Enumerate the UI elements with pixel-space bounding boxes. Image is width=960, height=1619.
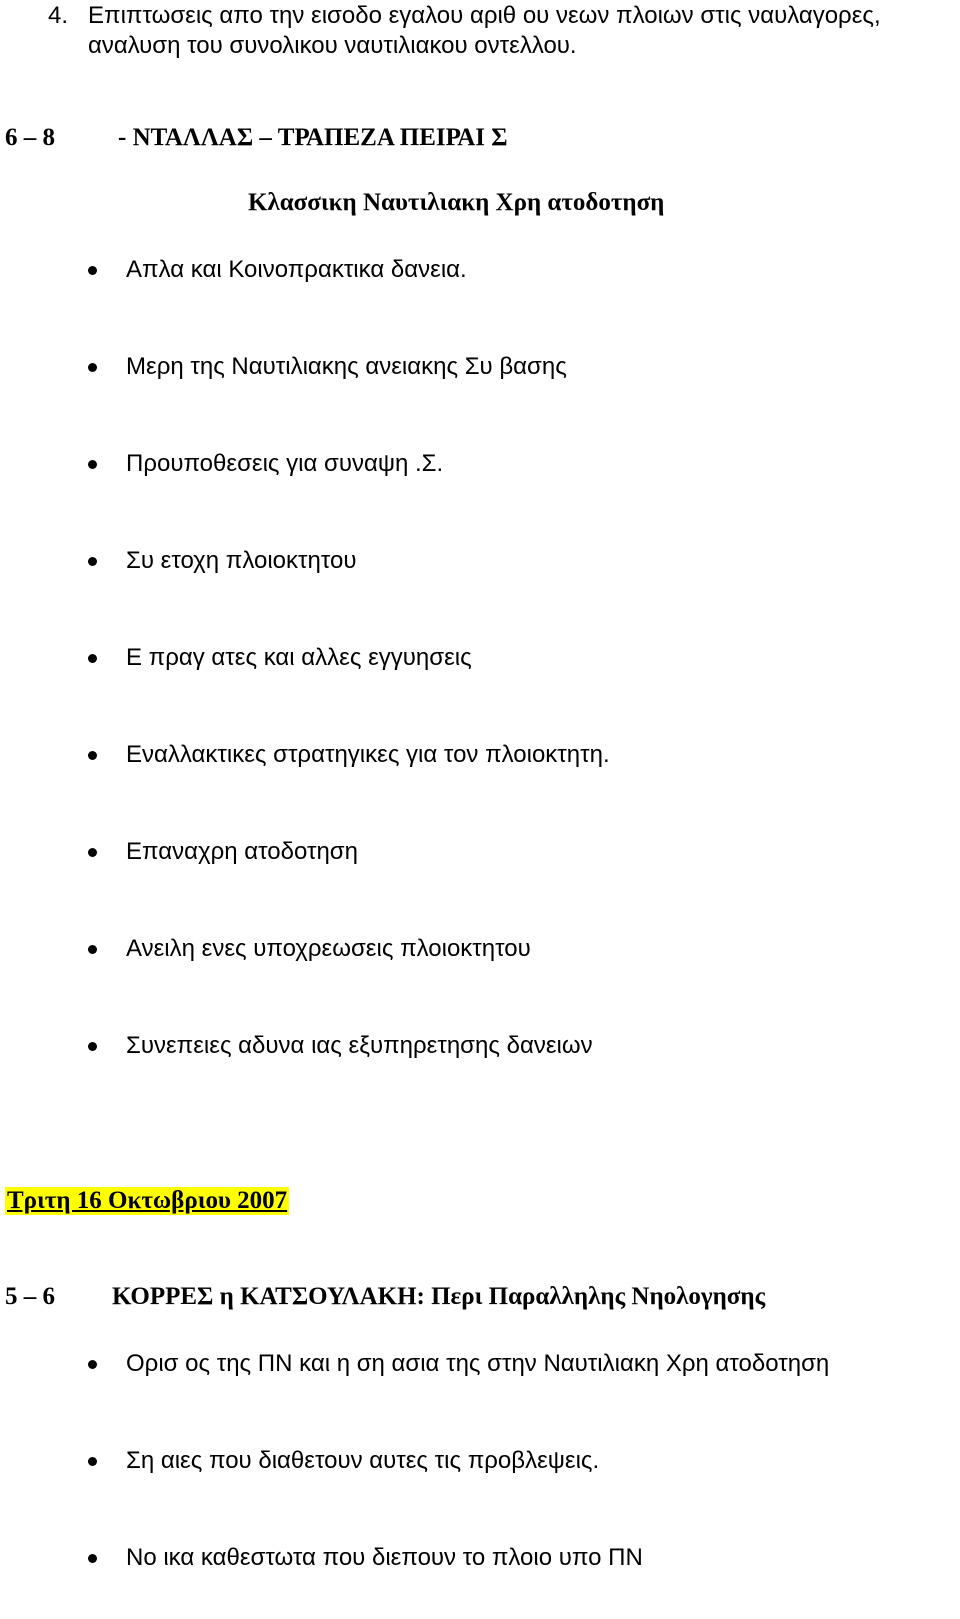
bullet-icon: [88, 557, 97, 566]
list-item: [88, 544, 357, 578]
bullet-icon: [88, 363, 97, 372]
bullet-icon: [88, 848, 97, 857]
session1-speaker: - ΝΤΑΛΛΑΣ – ΤΡΑΠΕΖΑ ΠΕΙΡΑΙ Σ: [118, 124, 508, 151]
list-item: [88, 738, 610, 772]
numbered-item-line-1: Επιπτωσεις απο την εισοδο εγαλου αριθ ου νεων πλοιων στις ναυλαγορες,: [88, 2, 881, 29]
bullet-text: Συ ετοχη πλοιοκτητου: [126, 547, 357, 574]
numbered-item-line-2: αναλυση του συνολικου ναυτιλιακου οντελλου.: [88, 32, 577, 59]
list-item: [88, 1541, 643, 1575]
list-item: [88, 932, 531, 966]
bullet-text: Απλα και Κοινοπρακτικα δανεια.: [126, 256, 467, 283]
session1-subtitle: Κλασσικη Ναυτιλιακη Χρη ατοδοτηση: [248, 189, 665, 216]
bullet-text: Εναλλακτικες στρατηγικες για τον πλοιοκτητη.: [126, 741, 610, 768]
bullet-text: Νο ικα καθεστωτα που διεπουν το πλοιο υπο ΠΝ: [126, 1544, 643, 1571]
bullet-icon: [88, 751, 97, 760]
list-item: [88, 1444, 600, 1478]
list-item: [88, 447, 444, 481]
session2-time: 5 – 6: [5, 1283, 55, 1310]
bullet-text: Ε πραγ ατες και αλλες εγγυησεις: [126, 644, 472, 671]
bullet-text: Προυποθεσεις για συναψη .Σ.: [126, 450, 444, 477]
bullet-icon: [88, 1042, 97, 1051]
bullet-text: Επαναχρη ατοδοτηση: [126, 838, 358, 865]
date-heading: Τριτη 16 Οκτωβριου 2007: [7, 1187, 288, 1214]
session2-title: ΚΟΡΡΕΣ η ΚΑΤΣΟΥΛΑΚΗ: Περι Παραλληλης Νηολογησης: [112, 1283, 766, 1310]
list-number: 4.: [48, 2, 69, 29]
bullet-icon: [88, 266, 97, 275]
bullet-text: Ση αιες που διαθετουν αυτες τις προβλεψεις.: [126, 1447, 600, 1474]
list-item: [88, 1347, 830, 1381]
bullet-text: Ανειλη ενες υποχρεωσεις πλοιοκτητου: [126, 935, 531, 962]
list-item: [88, 253, 467, 287]
bullet-icon: [88, 1360, 97, 1369]
bullet-icon: [88, 460, 97, 469]
list-item: [88, 1029, 593, 1063]
list-item: [88, 835, 358, 869]
list-item: [88, 641, 472, 675]
bullet-text: Ορισ ος της ΠΝ και η ση ασια της στην Ναυτιλιακη Χρη ατοδοτηση: [126, 1350, 830, 1377]
bullet-icon: [88, 654, 97, 663]
session1-time: 6 – 8: [5, 124, 55, 151]
bullet-text: Μερη της Ναυτιλιακης ανειακης Συ βασης: [126, 353, 567, 380]
bullet-icon: [88, 1457, 97, 1466]
bullet-text: Συνεπειες αδυνα ιας εξυπηρετησης δανειων: [126, 1032, 593, 1059]
bullet-icon: [88, 945, 97, 954]
list-item: [88, 350, 567, 384]
bullet-icon: [88, 1554, 97, 1563]
